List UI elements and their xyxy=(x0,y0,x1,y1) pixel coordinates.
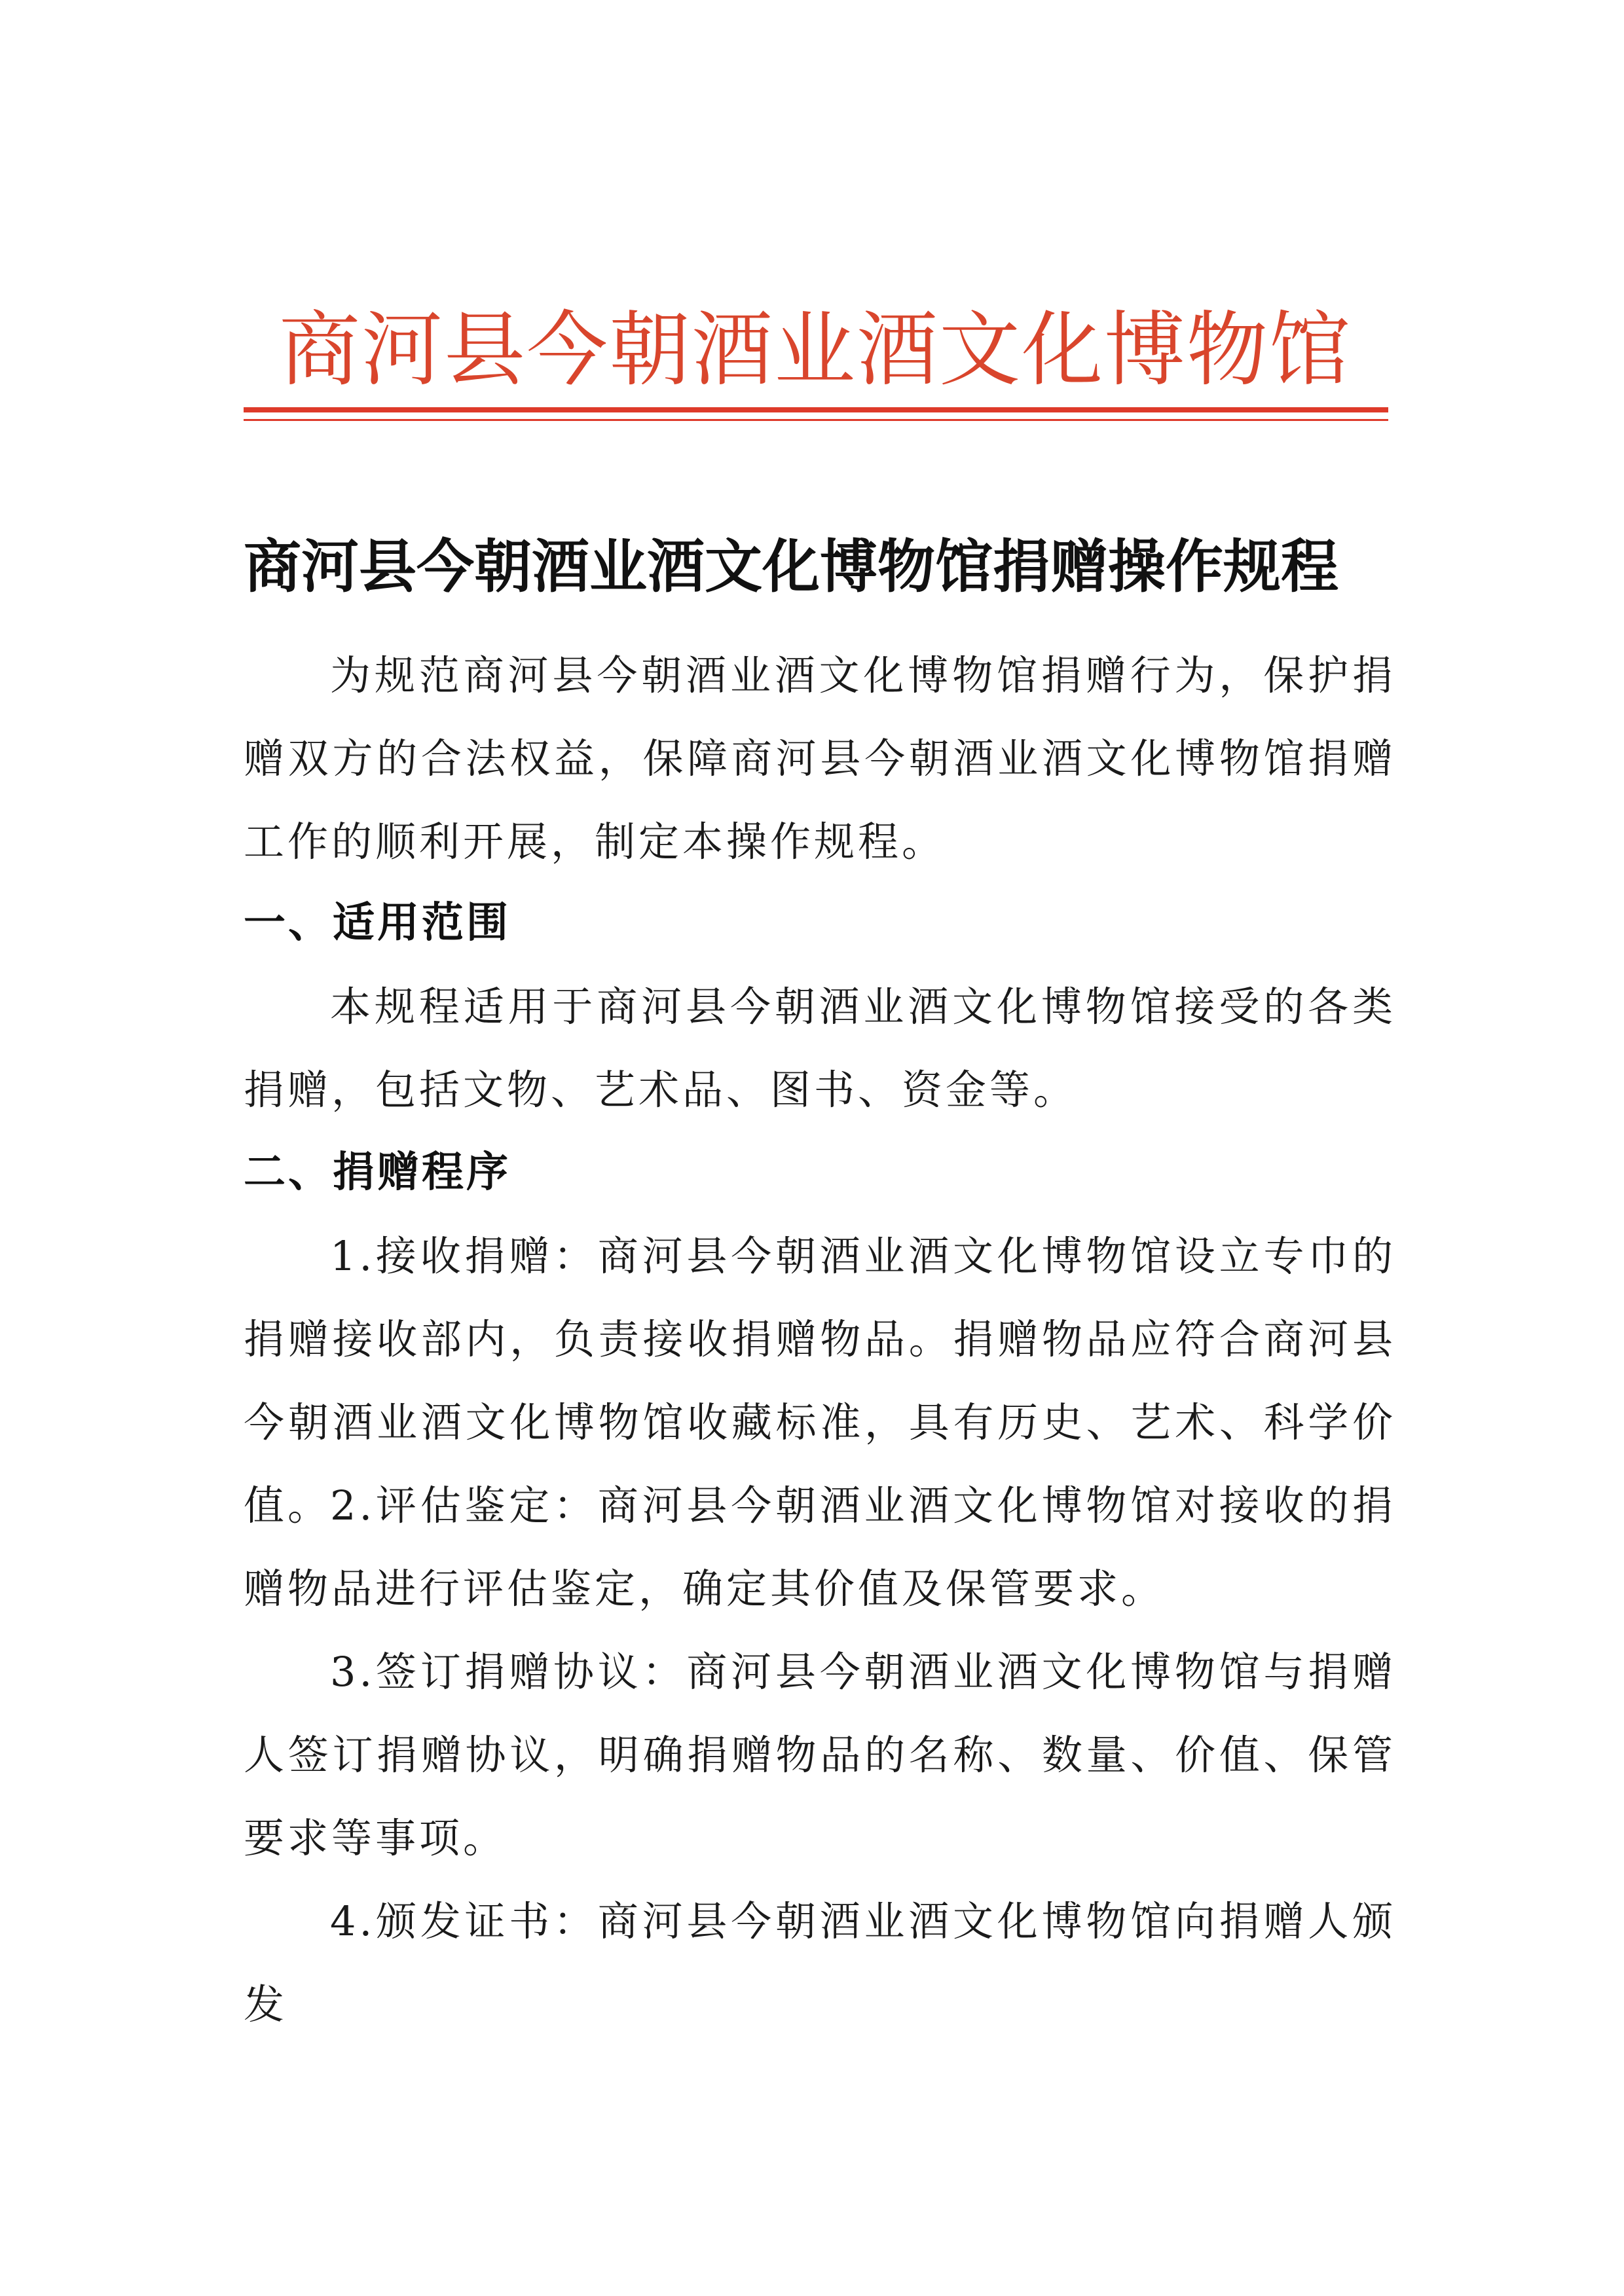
section-heading-scope: 一、适用范围 xyxy=(244,899,511,947)
letterhead-rule-thick xyxy=(244,407,1388,412)
letterhead-org-name: 商河县今朝酒业酒文化博物馆 xyxy=(278,303,1352,397)
intro-paragraph: 为规范商河县今朝酒业酒文化博物馆捐赠行为，保护捐赠双方的合法权益，保障商河县今朝酒业酒文化博物馆捐赠工作的顺利开展，制定本操作规程。 xyxy=(244,651,1396,866)
section-heading-procedure: 二、捐赠程序 xyxy=(244,1148,511,1197)
procedure-item-receive: 1.接收捐赠：商河县今朝酒业酒文化博物馆设立专巾的捐赠接收部内，负责接收捐赠物品。捐赠物品应符合商河县今朝酒业酒文化博物馆收藏标准，具有历史、艺术、科学价值。 xyxy=(244,1232,1396,1529)
document-title: 商河县今朝酒业酒文化博物馆捐赠操作规程 xyxy=(244,532,1339,600)
scope-paragraph: 本规程适用于商河县今朝酒业酒文化博物馆接受的各类捐赠，包括文物、艺术品、图书、资金等。 xyxy=(244,983,1396,1114)
procedure-item-agreement: 3.签订捐赠协议：商河县今朝酒业酒文化博物馆与捐赠人签订捐赠协议，明确捐赠物品的名称、数量、价值、保管要求等事项。 xyxy=(244,1648,1396,1862)
procedure-item-appraisal: 2.评估鉴定：商河县今朝酒业酒文化博物馆对接收的捐赠物品进行评估鉴定，确定其价值及保管要求。 xyxy=(244,1482,1396,1613)
procedure-item-certificate: 4.颁发证书：商河县今朝酒业酒文化博物馆向捐赠人颁发 xyxy=(244,1897,1396,2028)
letterhead-rule-thin xyxy=(244,419,1388,421)
